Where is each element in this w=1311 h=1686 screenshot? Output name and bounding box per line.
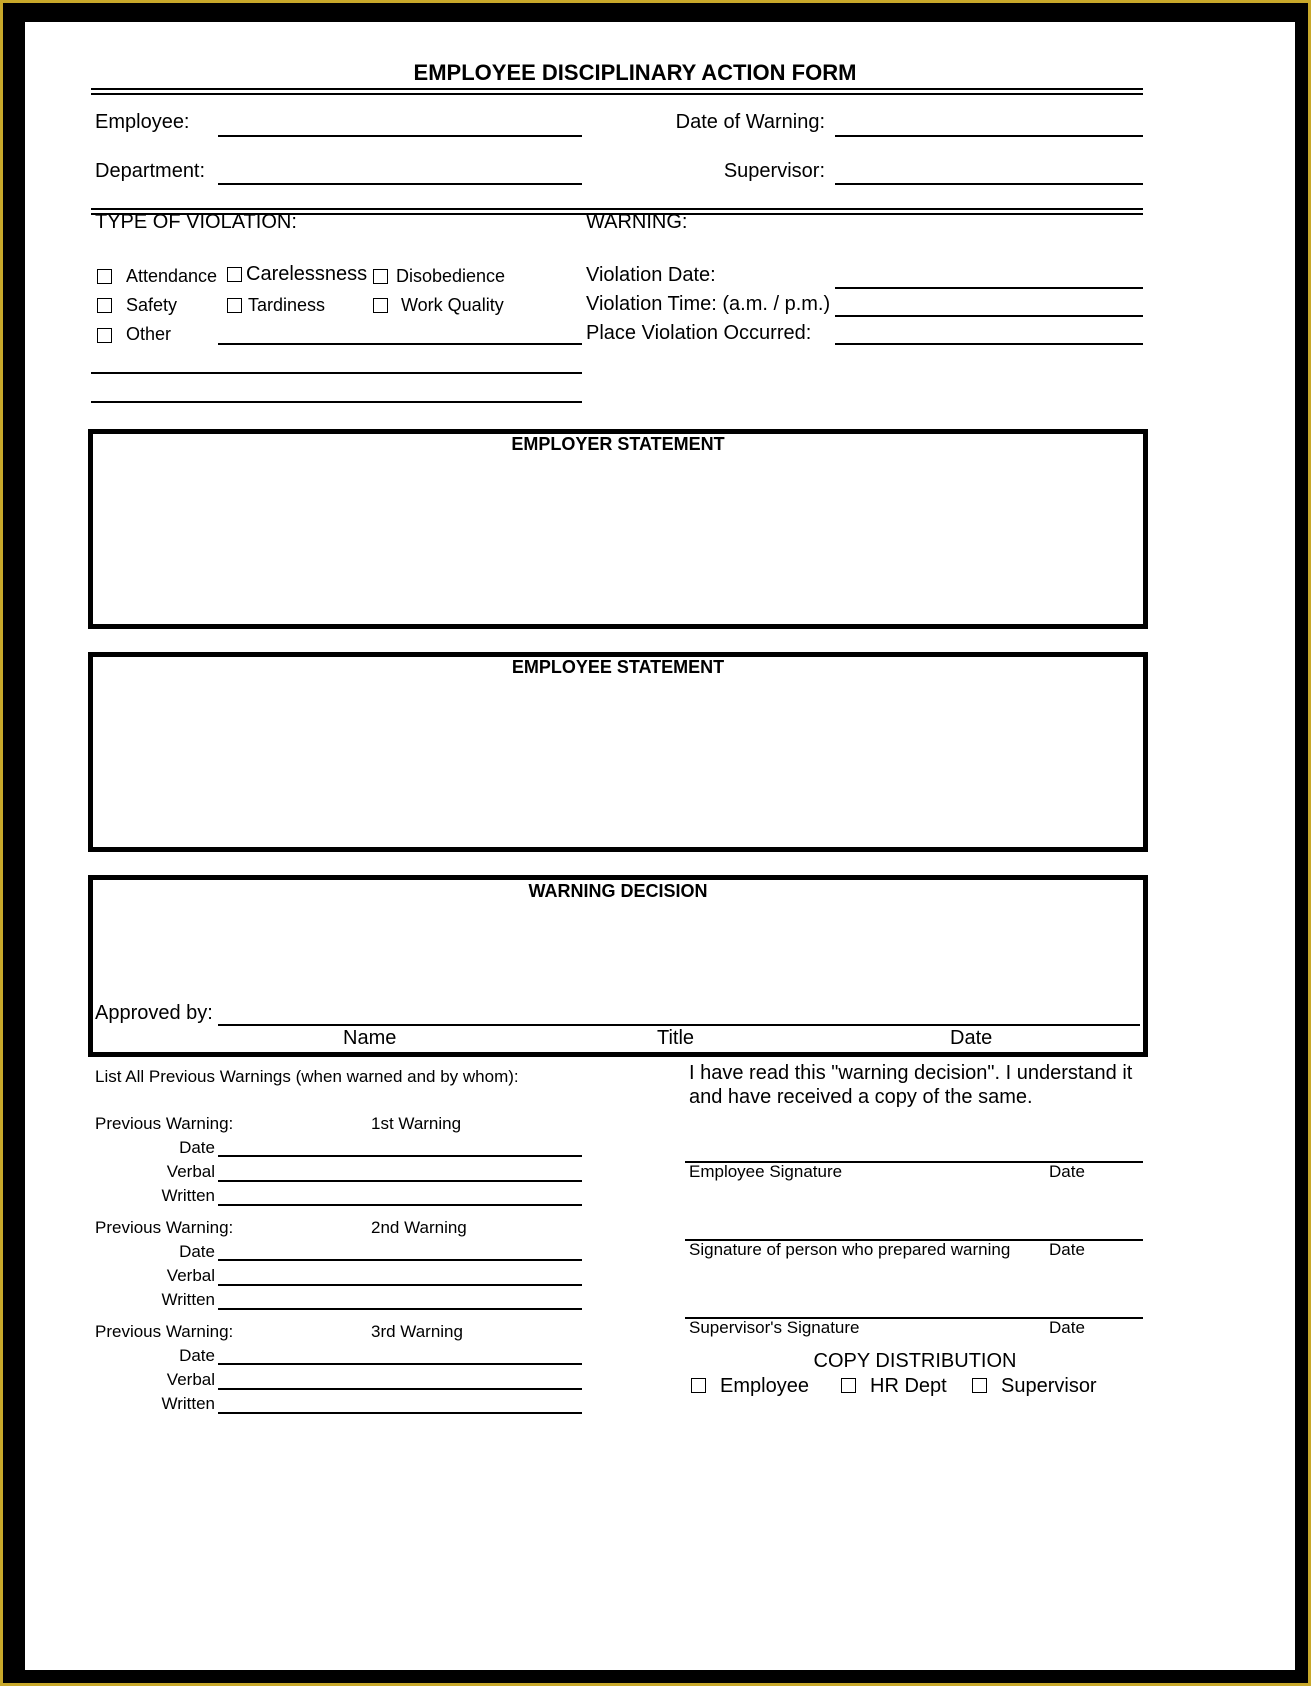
supervisor-signature-date-label: Date bbox=[1049, 1318, 1085, 1337]
tardiness-label: Tardiness bbox=[248, 295, 326, 315]
place-field[interactable] bbox=[835, 343, 1143, 345]
form-title: EMPLOYEE DISCIPLINARY ACTION FORM bbox=[413, 60, 857, 85]
violation-time-label: Violation Time: (a.m. / p.m.) bbox=[586, 293, 831, 315]
disobedience-label: Disobedience bbox=[396, 266, 506, 286]
copy-supervisor-checkbox[interactable] bbox=[972, 1378, 987, 1393]
violation-heading: TYPE OF VIOLATION: bbox=[95, 211, 297, 233]
department-field[interactable] bbox=[218, 183, 582, 185]
other-field[interactable] bbox=[218, 343, 582, 345]
preparer-signature-label: Signature of person who prepared warning bbox=[689, 1240, 1011, 1259]
work-quality-label: Work Quality bbox=[401, 295, 504, 315]
employer-statement-box[interactable] bbox=[88, 429, 1148, 629]
warning-2-written-label: Written bbox=[161, 1290, 215, 1309]
supervisor-label: Supervisor: bbox=[723, 160, 825, 182]
second-warning-label: 2nd Warning bbox=[371, 1218, 467, 1237]
warning-heading: WARNING: bbox=[586, 211, 688, 233]
warning-3-date-field[interactable] bbox=[218, 1363, 582, 1365]
warning-3-verbal-field[interactable] bbox=[218, 1388, 582, 1390]
attendance-checkbox[interactable] bbox=[97, 269, 112, 284]
warning-1-verbal-label: Verbal bbox=[166, 1162, 215, 1181]
other-field-line-2[interactable] bbox=[91, 372, 582, 374]
copy-hr-dept-checkbox[interactable] bbox=[841, 1378, 856, 1393]
warning-3-written-field[interactable] bbox=[218, 1412, 582, 1414]
warning-1-written-label: Written bbox=[161, 1186, 215, 1205]
warning-2-verbal-field[interactable] bbox=[218, 1284, 582, 1286]
place-label: Place Violation Occurred: bbox=[586, 322, 812, 344]
copy-supervisor-label: Supervisor bbox=[1001, 1375, 1097, 1397]
copy-employee-checkbox[interactable] bbox=[691, 1378, 706, 1393]
previous-warnings-heading: List All Previous Warnings (when warned and by whom): bbox=[95, 1067, 519, 1086]
violation-date-label: Violation Date: bbox=[586, 264, 716, 286]
date-of-warning-label: Date of Warning: bbox=[675, 111, 825, 133]
warning-2-date-field[interactable] bbox=[218, 1259, 582, 1261]
warning-1-written-field[interactable] bbox=[218, 1204, 582, 1206]
approved-by-field[interactable] bbox=[218, 1024, 1140, 1026]
employee-signature-label: Employee Signature bbox=[689, 1162, 843, 1181]
approved-by-label: Approved by: bbox=[95, 1002, 213, 1024]
other-field-line-3[interactable] bbox=[91, 401, 582, 403]
attendance-label: Attendance bbox=[126, 266, 218, 286]
third-warning-label: 3rd Warning bbox=[371, 1322, 463, 1341]
employee-label: Employee: bbox=[95, 111, 190, 133]
warning-decision-heading: WARNING DECISION bbox=[528, 881, 708, 901]
approved-title-label: Title bbox=[657, 1027, 695, 1049]
copy-distribution-heading: COPY DISTRIBUTION bbox=[813, 1350, 1017, 1372]
approved-date-label: Date bbox=[950, 1027, 993, 1049]
employee-statement-heading: EMPLOYEE STATEMENT bbox=[511, 657, 725, 677]
department-label: Department: bbox=[95, 160, 206, 182]
warning-2-written-field[interactable] bbox=[218, 1308, 582, 1310]
previous-warning-3-label: Previous Warning: bbox=[95, 1322, 234, 1341]
carelessness-label: Carelessness bbox=[246, 263, 368, 285]
supervisor-field[interactable] bbox=[835, 183, 1143, 185]
other-label: Other bbox=[126, 324, 172, 344]
warning-1-date-label: Date bbox=[179, 1138, 215, 1157]
previous-warning-1-label: Previous Warning: bbox=[95, 1114, 234, 1133]
title-rule bbox=[91, 88, 1143, 95]
warning-3-verbal-label: Verbal bbox=[166, 1370, 215, 1389]
work-quality-checkbox[interactable] bbox=[373, 298, 388, 313]
copy-employee-label: Employee bbox=[720, 1375, 809, 1397]
employee-field[interactable] bbox=[218, 135, 582, 137]
approved-name-label: Name bbox=[343, 1027, 397, 1049]
other-checkbox[interactable] bbox=[97, 328, 112, 343]
warning-2-verbal-label: Verbal bbox=[166, 1266, 215, 1285]
acknowledgement-text-1: I have read this "warning decision". I understand it bbox=[689, 1062, 1133, 1084]
copy-hr-dept-label: HR Dept bbox=[870, 1375, 947, 1397]
preparer-signature-date-label: Date bbox=[1049, 1240, 1085, 1259]
employee-statement-box[interactable] bbox=[88, 652, 1148, 852]
employer-statement-heading: EMPLOYER STATEMENT bbox=[511, 434, 725, 454]
date-of-warning-field[interactable] bbox=[835, 135, 1143, 137]
warning-1-verbal-field[interactable] bbox=[218, 1180, 582, 1182]
supervisor-signature-label: Supervisor's Signature bbox=[689, 1318, 860, 1337]
carelessness-checkbox[interactable] bbox=[227, 267, 242, 282]
first-warning-label: 1st Warning bbox=[371, 1114, 462, 1133]
safety-label: Safety bbox=[126, 295, 178, 315]
warning-2-date-label: Date bbox=[179, 1242, 215, 1261]
previous-warning-2-label: Previous Warning: bbox=[95, 1218, 234, 1237]
disobedience-checkbox[interactable] bbox=[373, 269, 388, 284]
acknowledgement-text-2: and have received a copy of the same. bbox=[689, 1086, 1033, 1108]
employee-signature-date-label: Date bbox=[1049, 1162, 1085, 1181]
form-page bbox=[25, 22, 1295, 1670]
warning-3-date-label: Date bbox=[179, 1346, 215, 1365]
violation-date-field[interactable] bbox=[835, 287, 1143, 289]
violation-time-field[interactable] bbox=[835, 315, 1143, 317]
warning-1-date-field[interactable] bbox=[218, 1155, 582, 1157]
safety-checkbox[interactable] bbox=[97, 298, 112, 313]
warning-3-written-label: Written bbox=[161, 1394, 215, 1413]
tardiness-checkbox[interactable] bbox=[227, 298, 242, 313]
